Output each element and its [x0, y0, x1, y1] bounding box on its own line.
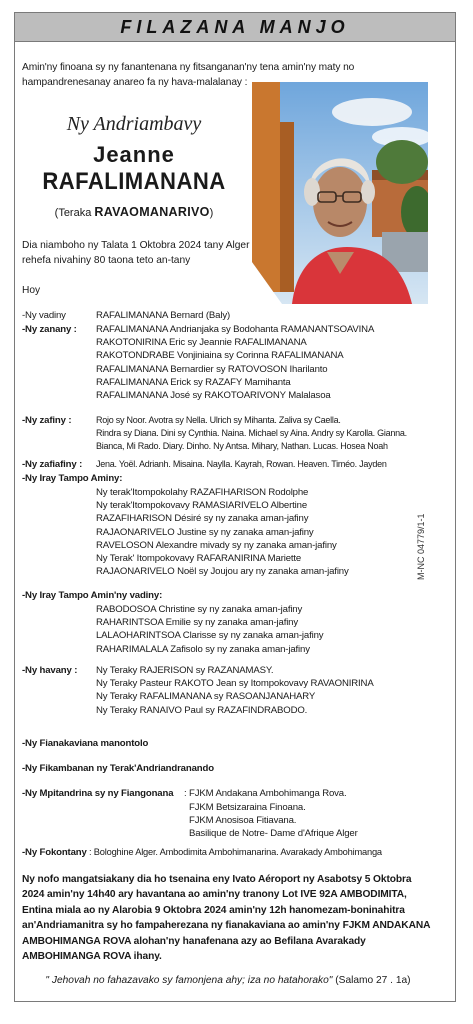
teraka-name: RAVAOMANARIVO — [94, 205, 210, 219]
zanany-item: RAFALIMANANA Erick sy RAZAFY Mamihanta — [96, 376, 291, 388]
zafiny-line: Bianca, Mi Rado. Diary. Dinho. Ny Antsa. Mihary, Nathan. Lucas. Hosea Noah — [96, 441, 388, 452]
teraka-prefix: (Teraka — [54, 207, 95, 219]
death-notice: Dia niamboho ny Talata 1 Oktobra 2024 tany Alger rehefa nivahiny 80 taona teto an-tany — [22, 240, 250, 266]
iray-tampo-vady-item: RAHARINTSOA Emilie sy ny zanaka aman-jafiny — [96, 617, 299, 629]
fikambanana-line: -Ny Fikambanan ny Terak'Andriandranando — [22, 763, 214, 774]
zafiny-label: -Ny zafiny : — [22, 415, 72, 426]
iray-tampo-item: RAJAONARIVELO Noël sy Joujou ary ny zanaka aman-jafiny — [96, 566, 349, 578]
iray-tampo-vady-list — [96, 603, 323, 656]
havany-item: Ny Teraky RAFALIMANANA sy RASOANJANAHARY — [96, 691, 316, 703]
havany-item: Ny Teraky RANAIVO Paul sy RAZAFINDRABODO. — [96, 704, 308, 716]
vadiny-name: RAFALIMANANA Bernard (Baly) — [96, 310, 231, 321]
fianakaviana-line: -Ny Fianakaviana manontolo — [22, 738, 149, 749]
portrait-photo — [252, 82, 428, 304]
iray-tampo-item: Ny terak'Itompokovavy RAMASIARIVELO Albertine — [96, 500, 308, 512]
header-banner — [14, 12, 456, 42]
scripture-quote — [22, 975, 434, 986]
mpitandrina-list — [189, 801, 358, 841]
zafiafiny-list: Jena. Yoël. Adrianh. Misaina. Naylla. Kayrah, Rowan. Heaven. Timéo. Jayden — [96, 459, 387, 469]
surname: RAFALIMANANA — [42, 168, 226, 195]
zanany-item: RAKOTONDRABE Vonjiniaina sy Corinna RAFALIMANANA — [96, 350, 344, 362]
fiangonana-item: FJKM Anosisoa Fitiavana. — [189, 815, 297, 827]
fokontany-label: -Ny Fokontany — [22, 847, 87, 858]
havany-item: Ny Teraky RAJERISON sy RAZANAMASY. — [96, 665, 274, 676]
zafiny-line: Rojo sy Noor. Avotra sy Nella. Ulrich sy Mihanta. Zaliva sy Caella. — [96, 415, 341, 425]
funeral-notice: Ny nofo mangatsiakany dia ho tsenaina eny Ivato Aéroport ny Asabotsy 5 Oktobra 2024 amin'ny 14h40 ary havantana ao amin'ny tranony Lot IVE 92A AMBODIMITA, Entina miala ao ny Alarobia 9 Oktobra 2024 amin'ny 12h hanomezam-boninahitra an'Andriamanitra sy ho fampaherezana ny fianakaviana ao amin'ny FJKM ANDAKANA AMBOHIMANGA ROVA alohan'ny hanafenana azy ao Befilana Avarakady AMBOHIMANGA ROVA ihany. — [22, 874, 430, 963]
iray-tampo-item: RAVELOSON Alexandre mivady sy ny zanaka aman-jafiny — [96, 539, 337, 551]
iray-tampo-vady-item: LALAOHARINTSOA Clarisse sy ny zanaka aman-jafiny — [96, 630, 324, 642]
mpitandrina-first: : FJKM Andakana Ambohimanga Rova. — [184, 788, 347, 799]
quote-text: " Jehovah no fahazavako sy famonjena ahy; iza no hatahorako" — [45, 975, 333, 986]
zafiny-list — [96, 414, 407, 454]
havany-list — [96, 664, 374, 717]
fokontany-list: : Bologhine Alger. Ambodimita Ambohimanarina. Avarakady Ambohimanga — [89, 847, 382, 857]
havany-item: Ny Teraky Pasteur RAKOTO Jean sy Itompokovavy RAVAONIRINA — [96, 678, 374, 690]
zanany-label: -Ny zanany : — [22, 324, 77, 335]
iray-tampo-vady-label: -Ny Iray Tampo Amin'ny vadiny: — [22, 590, 163, 601]
fiangonana-item: Basilique de Notre- Dame d'Afrique Alger — [189, 828, 358, 840]
first-name: Jeanne — [93, 142, 175, 167]
fiangonana-item: FJKM Betsizaraina Finoana. — [189, 802, 306, 813]
header-title: FILAZANA MANJO — [120, 16, 350, 37]
iray-tampo-vady-item: RAHARIMALALA Zafisolo sy ny zanaka aman-jafiny — [96, 643, 310, 655]
zanany-item: RAFALIMANANA José sy RAKOTOARIVONY Malalasoa — [96, 390, 331, 402]
zanany-item: RAKOTONIRINA Eric sy Jeannie RAFALIMANANA — [96, 337, 307, 349]
intro-text: Amin'ny finoana sy ny fanantenana ny fitsanganan'ny tena amin'ny maty no hampandrenesanay anareo fa ny hava-malalanay : — [22, 62, 355, 88]
portrait-image — [252, 82, 428, 304]
zanany-item: RAFALIMANANA Bernardier sy RATOVOSON Iharilanto — [96, 363, 328, 375]
iray-tampo-item: Ny Terak' Itompokovavy RAFARANIRINA Mariette — [96, 553, 302, 565]
honorific: Ny Andriambavy — [66, 113, 202, 135]
birth-name — [22, 205, 246, 219]
iray-tampo-item: RAJAONARIVELO Justine sy ny zanaka aman-jafiny — [96, 526, 314, 538]
zanany-item: RAFALIMANANA Andrianjaka sy Bodohanta RAMANANTSOAVINA — [96, 324, 375, 335]
havany-label: -Ny havany : — [22, 665, 78, 676]
iray-tampo-lahy-list — [96, 486, 349, 578]
teraka-suffix: ) — [209, 207, 214, 219]
iray-tampo-lahy-label: -Ny Iray Tampo Aminy: — [22, 473, 123, 484]
iray-tampo-vady-item: RABODOSOA Christine sy ny zanaka aman-jafiny — [96, 604, 303, 615]
zafiafiny-label: -Ny zafiafiny : — [22, 459, 83, 470]
zafiny-line: Rindra sy Diana. Dini sy Cynthia. Naina. Michael sy Aina. Andry sy Karolla. Gianna. — [96, 428, 407, 439]
zanany-list — [96, 323, 374, 402]
mpitandrina-label: -Ny Mpitandrina sy ny Fiangonana — [22, 788, 174, 799]
ad-reference-code: M-NC 04779/1-1 — [416, 513, 426, 580]
hoy-label: Hoy — [22, 285, 41, 296]
iray-tampo-item: Ny terak'Itompokolahy RAZAFIHARISON Rodolphe — [96, 487, 309, 498]
iray-tampo-item: RAZAFIHARISON Désiré sy ny zanaka aman-jafiny — [96, 513, 309, 525]
vadiny-label: -Ny vadiny — [22, 310, 66, 321]
quote-reference: (Salamo 27 . 1a) — [332, 975, 411, 986]
